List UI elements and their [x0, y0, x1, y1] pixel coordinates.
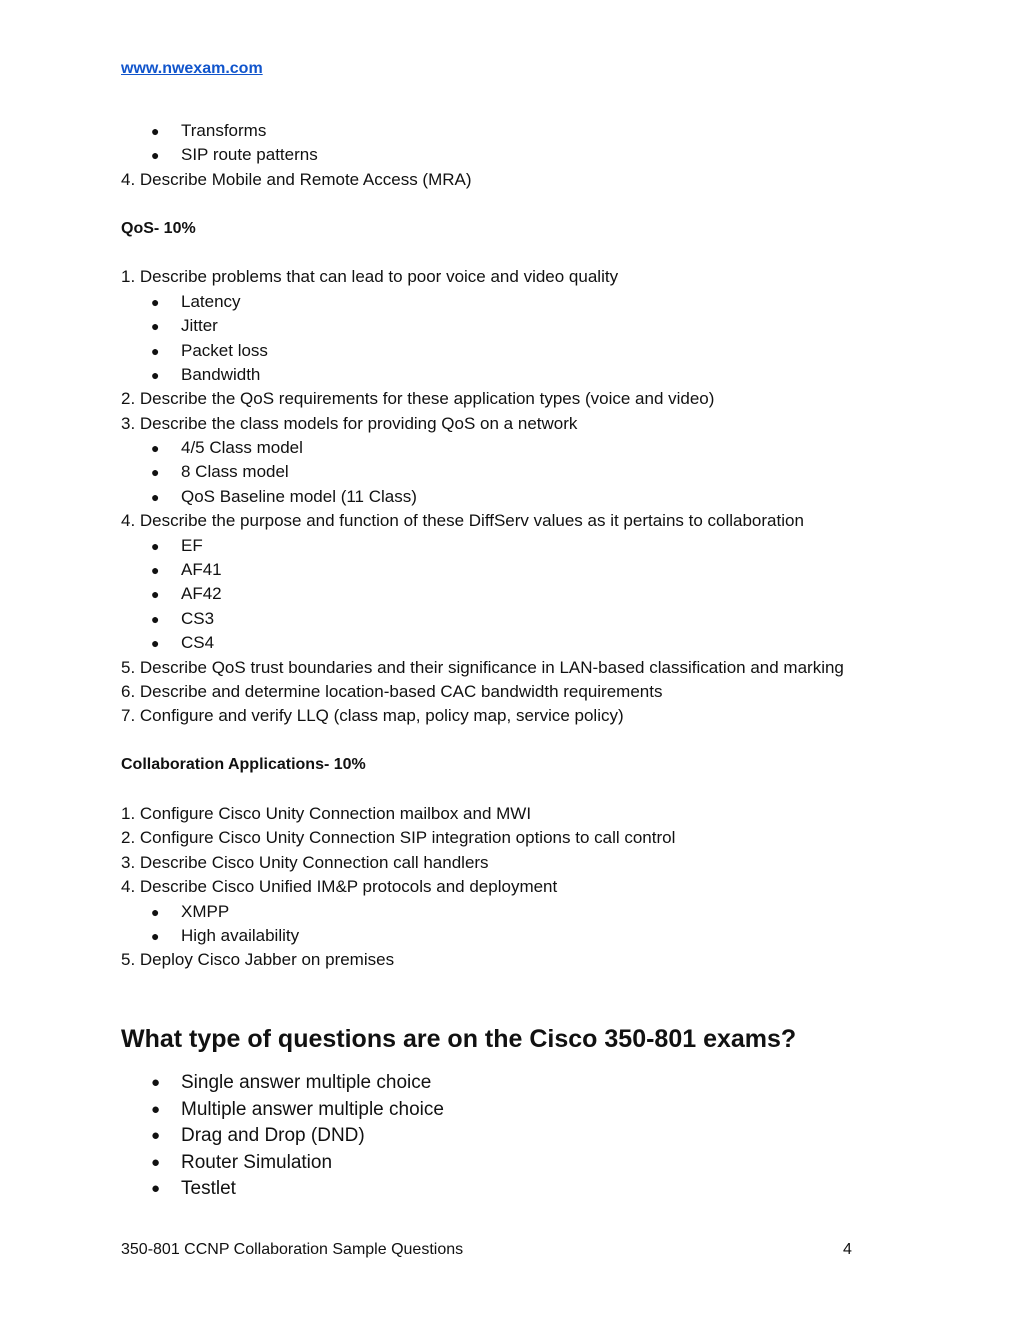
topic-item: 4. Describe Cisco Unified IM&P protocols and deployment [121, 877, 558, 897]
bullet-icon: ● [151, 586, 160, 603]
topic-item: 4. Describe Mobile and Remote Access (MRA) [121, 169, 472, 189]
topic-item: 1. Configure Cisco Unity Connection mailbox and MWI [121, 803, 532, 823]
list-item: ● 4/5 Class model [121, 436, 921, 460]
list-item: ● AF41 [121, 558, 921, 582]
bullet-icon: ● [151, 366, 160, 383]
list-item: ● Bandwidth [121, 363, 921, 387]
topic-item: 5. Deploy Cisco Jabber on premises [121, 950, 395, 970]
bullet-icon: ● [151, 1180, 161, 1197]
list-item: ● Testlet [121, 1176, 444, 1203]
page-number: 4 [843, 1241, 852, 1258]
bullet-icon: ● [151, 635, 160, 652]
list-item: ● QoS Baseline model (11 Class) [121, 485, 921, 509]
list-item: ● Latency [121, 290, 921, 314]
bullet-icon: ● [151, 1127, 161, 1144]
bullet-icon: ● [151, 562, 160, 579]
bullet-icon: ● [151, 293, 160, 310]
list-item: ● Drag and Drop (DND) [121, 1123, 444, 1150]
topic-item: 7. Configure and verify LLQ (class map, policy map, service policy) [121, 706, 624, 726]
list-item: ● Transforms [121, 119, 921, 143]
bullet-icon: ● [151, 903, 160, 920]
topic-item: 2. Configure Cisco Unity Connection SIP integration options to call control [121, 828, 676, 848]
topic-item: 3. Describe the class models for providing QoS on a network [121, 413, 578, 433]
bullet-icon: ● [151, 927, 160, 944]
list-item: ● CS3 [121, 607, 921, 631]
list-item: ● High availability [121, 924, 921, 948]
bullet-icon: ● [151, 342, 160, 359]
list-item: ● AF42 [121, 582, 921, 606]
topic-item: 3. Describe Cisco Unity Connection call handlers [121, 852, 489, 872]
topic-item: 6. Describe and determine location-based CAC bandwidth requirements [121, 681, 663, 701]
list-item: ● SIP route patterns [121, 143, 921, 167]
list-item: ● XMPP [121, 900, 921, 924]
bullet-icon: ● [151, 123, 160, 139]
list-item: ● Jitter [121, 314, 921, 338]
list-item: ● Single answer multiple choice [121, 1070, 444, 1097]
list-item: ● EF [121, 534, 921, 558]
bullet-icon: ● [151, 537, 160, 554]
bullet-icon: ● [151, 1074, 161, 1091]
bullet-icon: ● [151, 147, 160, 164]
topic-item: 2. Describe the QoS requirements for these application types (voice and video) [121, 389, 715, 409]
syllabus-content [121, 119, 921, 973]
bullet-icon: ● [151, 488, 160, 505]
bullet-icon: ● [151, 1100, 161, 1118]
list-item: ● 8 Class model [121, 460, 921, 484]
bullet-icon: ● [151, 440, 160, 457]
topic-item: 5. Describe QoS trust boundaries and their significance in LAN-based classification and marking [121, 657, 844, 677]
question-types-list [121, 1070, 444, 1203]
topic-item: 1. Describe problems that can lead to poor voice and video quality [121, 267, 619, 287]
footer-title: 350-801 CCNP Collaboration Sample Questions [121, 1241, 464, 1258]
topic-item: 4. Describe the purpose and function of these DiffServ values as it pertains to collaboration [121, 511, 804, 531]
site-link[interactable]: www.nwexam.com [121, 60, 263, 77]
list-item: ● Multiple answer multiple choice [121, 1097, 444, 1124]
bullet-icon: ● [151, 318, 160, 335]
section-heading-collaboration: Collaboration Applications- 10% [121, 756, 366, 774]
list-item: ● Router Simulation [121, 1150, 444, 1177]
list-item: ● CS4 [121, 631, 921, 655]
question-types-heading: What type of questions are on the Cisco 350-801 exams? [121, 1025, 797, 1053]
list-item: ● Packet loss [121, 339, 921, 363]
bullet-icon: ● [151, 610, 160, 627]
bullet-icon: ● [151, 1153, 161, 1171]
bullet-icon: ● [151, 464, 160, 481]
section-heading-qos: QoS- 10% [121, 219, 196, 237]
